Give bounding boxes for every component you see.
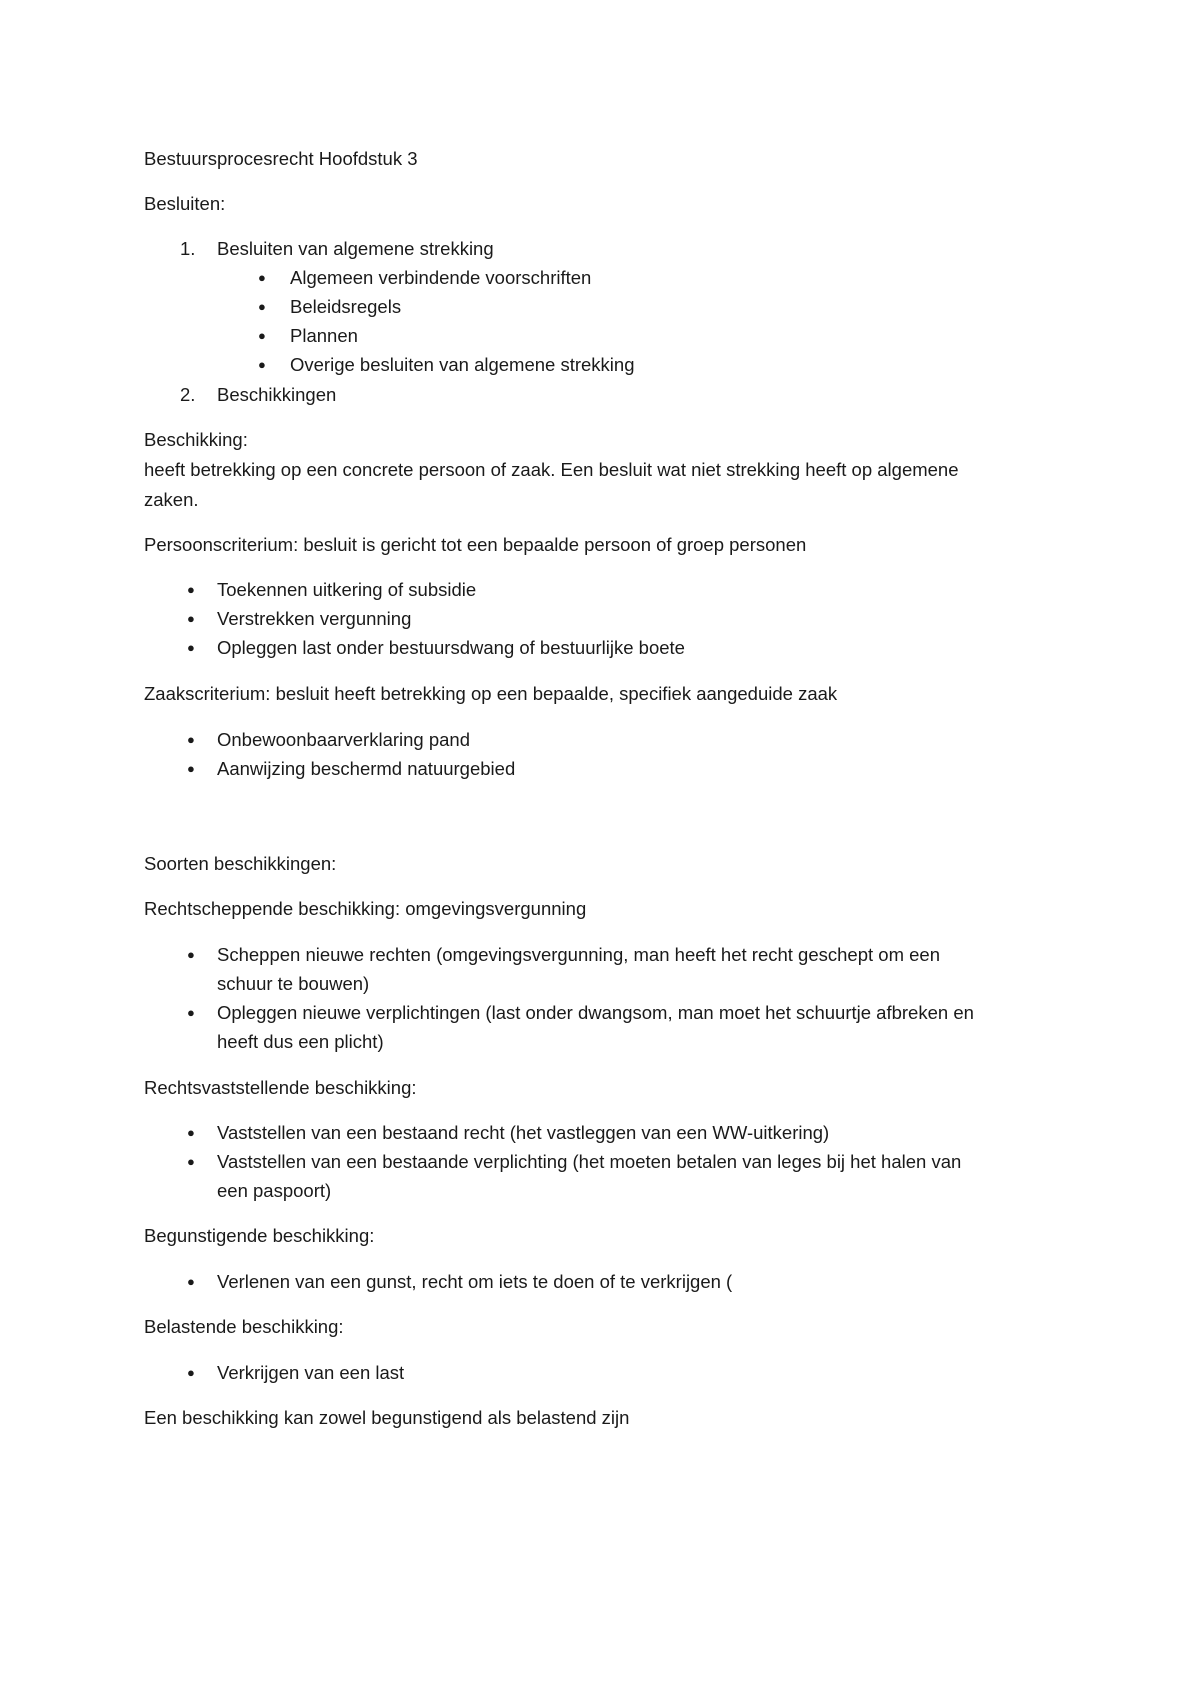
bullet-item: Verkrijgen van een last [217, 1362, 405, 1383]
bullet-icon: ● [187, 640, 195, 655]
bullet-item: Verstrekken vergunning [217, 608, 412, 629]
bullet-item: Toekennen uitkering of subsidie [217, 579, 477, 600]
bullet-icon: ● [258, 328, 266, 343]
zaakscriterium-heading: Zaakscriterium: besluit heeft betrekking op een bepaalde, specifiek aangeduide zaak [144, 683, 838, 704]
bullet-icon: ● [258, 299, 266, 314]
bullet-icon: ● [187, 1005, 195, 1020]
rechtscheppende-heading: Rechtscheppende beschikking: omgevingsvergunning [144, 898, 587, 919]
bullet-item: Vaststellen van een bestaand recht (het vastleggen van een WW-uitkering) [217, 1122, 830, 1143]
paragraph-line: heeft betrekking op een concrete persoon of zaak. Een besluit wat niet strekking heeft op algemene [144, 459, 959, 480]
bullet-icon: ● [187, 761, 195, 776]
bullet-icon: ● [187, 1125, 195, 1140]
list-number: 1. [180, 238, 196, 259]
sub-list-item: Algemeen verbindende voorschriften [290, 267, 592, 288]
list-item: Beschikkingen [217, 384, 337, 405]
sub-list-item: Overige besluiten van algemene strekking [290, 354, 635, 375]
bullet-icon: ● [187, 611, 195, 626]
beschikking-heading: Beschikking: [144, 429, 248, 450]
bullet-item: Scheppen nieuwe rechten (omgevingsvergunning, man heeft het recht geschept om een [217, 944, 940, 965]
belastende-heading: Belastende beschikking: [144, 1316, 344, 1337]
bullet-item: Verlenen van een gunst, recht om iets te doen of te verkrijgen ( [217, 1271, 733, 1292]
bullet-item: Onbewoonbaarverklaring pand [217, 729, 471, 750]
rechtsvaststellende-heading: Rechtsvaststellende beschikking: [144, 1077, 417, 1098]
conclusion-text: Een beschikking kan zowel begunstigend als belastend zijn [144, 1407, 630, 1428]
bullet-item: Aanwijzing beschermd natuurgebied [217, 758, 516, 779]
besluiten-heading: Besluiten: [144, 193, 226, 214]
bullet-icon: ● [187, 1154, 195, 1169]
sub-list-item: Beleidsregels [290, 296, 402, 317]
bullet-icon: ● [187, 732, 195, 747]
persoonscriterium-heading: Persoonscriterium: besluit is gericht tot een bepaalde persoon of groep personen [144, 534, 807, 555]
bullet-item: Opleggen last onder bestuursdwang of bestuurlijke boete [217, 637, 685, 658]
list-item: Besluiten van algemene strekking [217, 238, 494, 259]
bullet-item-continuation: schuur te bouwen) [217, 973, 370, 994]
bullet-icon: ● [258, 270, 266, 285]
bullet-icon: ● [187, 582, 195, 597]
bullet-item: Opleggen nieuwe verplichtingen (last onder dwangsom, man moet het schuurtje afbreken en [217, 1002, 974, 1023]
begunstigende-heading: Begunstigende beschikking: [144, 1225, 375, 1246]
bullet-item: Vaststellen van een bestaande verplichting (het moeten betalen van leges bij het halen van [217, 1151, 962, 1172]
bullet-icon: ● [258, 357, 266, 372]
bullet-item-continuation: een paspoort) [217, 1180, 332, 1201]
sub-list-item: Plannen [290, 325, 358, 346]
list-number: 2. [180, 384, 196, 405]
bullet-icon: ● [187, 1365, 195, 1380]
bullet-icon: ● [187, 947, 195, 962]
document-title: Bestuursprocesrecht Hoofdstuk 3 [144, 148, 418, 169]
bullet-icon: ● [187, 1274, 195, 1289]
soorten-heading: Soorten beschikkingen: [144, 853, 337, 874]
bullet-item-continuation: heeft dus een plicht) [217, 1031, 384, 1052]
paragraph-line: zaken. [144, 489, 199, 510]
